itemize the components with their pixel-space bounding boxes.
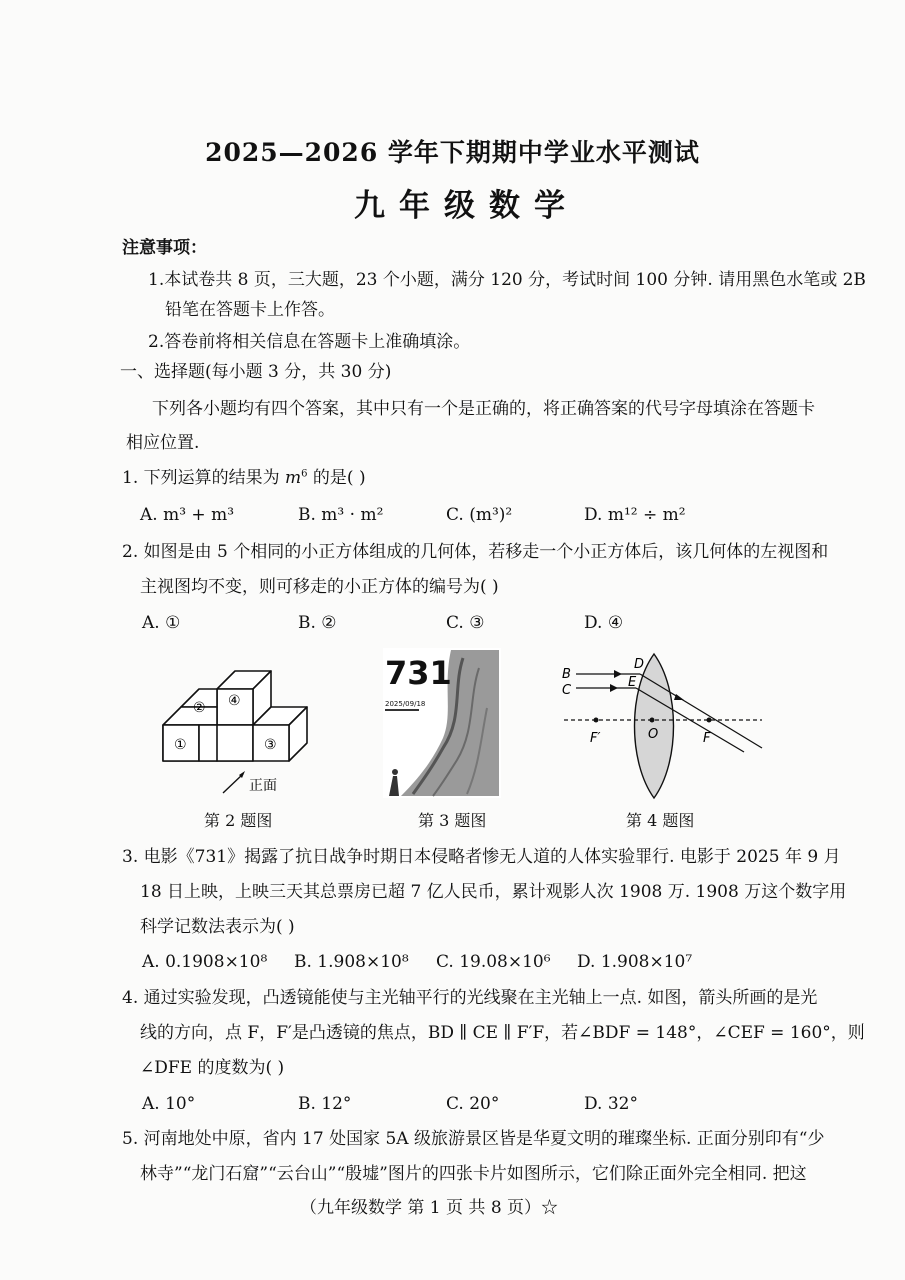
figure-3 bbox=[383, 648, 501, 798]
question-4-line-3: ∠DFE 的度数为( ) bbox=[140, 1058, 285, 1078]
question-1-stem bbox=[122, 466, 366, 490]
label-o: O bbox=[648, 727, 659, 742]
question-5-line-2: 林寺”“龙门石窟”“云台山”“殷墟”图片的四张卡片如图所示，它们除正面外完全相同. 把这 bbox=[140, 1164, 807, 1184]
q4-option-c: C. 20° bbox=[446, 1094, 500, 1114]
q4-option-d: D. 32° bbox=[584, 1094, 638, 1114]
q3-option-a: A. 0.1908×10⁸ bbox=[142, 952, 268, 972]
cube-label-2: ② bbox=[193, 700, 206, 716]
notice-item-1b: 铅笔在答题卡上作答。 bbox=[165, 300, 335, 320]
q1-stem-exp: 6 bbox=[301, 468, 308, 480]
q1-option-d: D. m¹² ÷ m² bbox=[584, 505, 686, 525]
exam-title: 2025—2026 学年下期期中学业水平测试 bbox=[205, 138, 700, 167]
q1-stem-post: 的是( ) bbox=[307, 468, 366, 488]
q2-option-a: A. ① bbox=[142, 613, 181, 633]
label-d: D bbox=[634, 657, 645, 672]
label-c: C bbox=[562, 683, 572, 698]
poster-date: 2025/09/18 bbox=[385, 700, 426, 708]
question-4-line-2: 线的方向，点 F，F′是凸透镜的焦点，BD ∥ CE ∥ F′F，若∠BDF = 148°，∠CEF = 160°，则 bbox=[140, 1023, 865, 1043]
q1-stem-pre: 1. 下列运算的结果为 bbox=[122, 468, 286, 488]
page-footer: （九年级数学 第 1 页 共 8 页）☆ bbox=[300, 1198, 559, 1218]
figure-4 bbox=[558, 650, 768, 802]
figure-2 bbox=[155, 660, 325, 800]
cube-label-1: ① bbox=[174, 737, 187, 753]
movie-poster-image bbox=[383, 648, 501, 798]
q1-option-c: C. (m³)² bbox=[446, 505, 513, 525]
q2-option-c: C. ③ bbox=[446, 613, 485, 633]
question-3-line-2: 18 日上映，上映三天其总票房已超 7 亿人民币，累计观影人次 1908 万. 1908 万这个数字用 bbox=[140, 882, 847, 902]
q3-option-b: B. 1.908×10⁸ bbox=[294, 952, 409, 972]
cube-label-4: ③ bbox=[264, 737, 277, 753]
question-4-line-1: 4. 通过实验发现，凸透镜能使与主光轴平行的光线聚在主光轴上一点. 如图，箭头所画的是光 bbox=[122, 988, 818, 1008]
label-b: B bbox=[562, 667, 571, 682]
section-intro-a: 下列各小题均有四个答案，其中只有一个是正确的，将正确答案的代号字母填涂在答题卡 bbox=[152, 399, 815, 419]
lens-diagram bbox=[558, 650, 768, 802]
poster-title: 731 bbox=[385, 654, 452, 692]
question-5-line-1: 5. 河南地处中原，省内 17 处国家 5A 级旅游景区皆是华夏文明的璀璨坐标. 正面分别印有“少 bbox=[122, 1129, 825, 1149]
section-intro-b: 相应位置. bbox=[126, 433, 200, 453]
question-2-line-2: 主视图均不变，则可移走的小正方体的编号为( ) bbox=[140, 577, 499, 597]
q1-stem-var: m bbox=[285, 468, 302, 488]
notice-item-2: 2.答卷前将相关信息在答题卡上准确填涂。 bbox=[148, 332, 471, 352]
q3-option-c: C. 19.08×10⁶ bbox=[436, 952, 551, 972]
cube-label-3: ④ bbox=[228, 693, 241, 709]
q2-option-b: B. ② bbox=[298, 613, 337, 633]
section-heading: 一、选择题(每小题 3 分，共 30 分) bbox=[120, 362, 392, 382]
label-f-prime: F′ bbox=[590, 731, 601, 746]
exam-subtitle: 九年级数学 bbox=[354, 188, 579, 224]
question-3-line-3: 科学记数法表示为( ) bbox=[140, 917, 295, 937]
figure-3-caption: 第 3 题图 bbox=[418, 811, 487, 830]
q4-option-a: A. 10° bbox=[142, 1094, 196, 1114]
q3-option-d: D. 1.908×10⁷ bbox=[577, 952, 693, 972]
q4-option-b: B. 12° bbox=[298, 1094, 352, 1114]
q2-option-d: D. ④ bbox=[584, 613, 624, 633]
label-e: E bbox=[628, 675, 637, 690]
question-3-line-1: 3. 电影《731》揭露了抗日战争时期日本侵略者惨无人道的人体实验罪行. 电影于 2025 年 9 月 bbox=[122, 847, 841, 867]
cube-stack-diagram bbox=[155, 660, 325, 800]
notice-heading: 注意事项： bbox=[122, 238, 207, 258]
convex-lens-shape bbox=[635, 654, 674, 798]
q1-option-a: A. m³ + m³ bbox=[140, 505, 235, 525]
front-label: 正面 bbox=[249, 778, 277, 794]
q1-option-b: B. m³ · m² bbox=[298, 505, 384, 525]
label-f: F bbox=[703, 731, 711, 746]
notice-item-1a: 1.本试卷共 8 页，三大题，23 个小题，满分 120 分，考试时间 100 分钟. 请用黑色水笔或 2B bbox=[148, 270, 866, 290]
question-2-line-1: 2. 如图是由 5 个相同的小正方体组成的几何体，若移走一个小正方体后，该几何体的左视图和 bbox=[122, 542, 829, 562]
figure-4-caption: 第 4 题图 bbox=[626, 811, 695, 830]
figure-2-caption: 第 2 题图 bbox=[204, 811, 273, 830]
